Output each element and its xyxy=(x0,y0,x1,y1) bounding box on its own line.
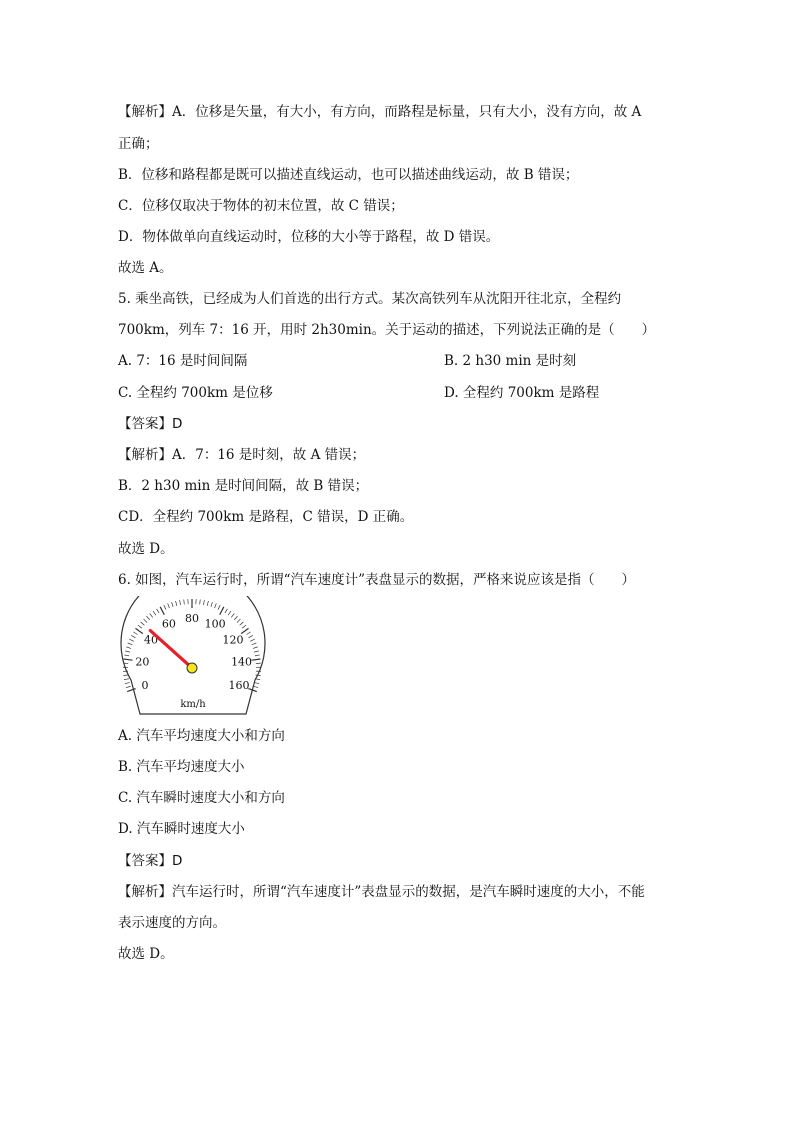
speedometer-tick-label: 0 xyxy=(141,679,149,693)
speedometer-needle xyxy=(150,631,192,668)
speedometer-minor-tick xyxy=(143,619,147,623)
speedometer-minor-tick xyxy=(256,675,261,676)
speedometer-minor-tick xyxy=(215,603,217,608)
speedometer-minor-tick xyxy=(231,613,234,617)
speedometer-figure xyxy=(118,596,268,720)
q5-solution-line-1: 【解析】A．7：16 是时刻，故 A 错误； xyxy=(118,447,366,463)
speedometer-tick-label: 140 xyxy=(231,655,253,669)
speedometer-tick-label: 160 xyxy=(228,679,250,693)
speedometer-minor-tick xyxy=(138,625,142,628)
speedometer-minor-tick xyxy=(254,683,259,684)
q5-solution-line-2: B．2 h30 min 是时间间隔，故 B 错误； xyxy=(118,478,369,494)
speedometer-tick-label: 20 xyxy=(135,655,150,669)
q4-solution-line-4: C．位移仅取决于物体的初末位置，故 C 错误； xyxy=(118,198,404,214)
speedometer-needle-hub xyxy=(187,663,197,673)
q5-option-d: D. 全程约 700km 是路程 xyxy=(444,385,600,401)
speedometer-tick-label: 100 xyxy=(204,617,226,631)
q6-option-a: A. 汽车平均速度大小和方向 xyxy=(118,728,285,744)
q5-stem-line-1: 5. 乘坐高铁，已经成为人们首选的出行方式。某次高铁列车从沈阳开往北京，全程约 xyxy=(118,291,622,307)
q6-option-c: C. 汽车瞬时速度大小和方向 xyxy=(118,790,285,806)
speedometer-minor-tick xyxy=(125,651,130,652)
speedometer-minor-tick xyxy=(252,643,257,645)
q6-solution-line-1: 【解析】汽车运行时，所谓“汽车速度计”表盘显示的数据，是汽车瞬时速度的大小，不能 xyxy=(118,884,645,900)
speedometer-minor-tick xyxy=(248,635,252,637)
speedometer-minor-tick xyxy=(242,625,246,628)
speedometer-minor-tick xyxy=(253,686,258,687)
q6-answer: 【答案】D xyxy=(118,853,183,869)
q4-solution-line-3: B．位移和路程都是既可以描述直线运动，也可以描述曲线运动，故 B 错误； xyxy=(118,167,579,183)
speedometer-minor-tick xyxy=(207,601,208,606)
speedometer-minor-tick xyxy=(240,622,244,625)
speedometer-minor-tick xyxy=(157,609,160,613)
speedometer-minor-tick xyxy=(180,600,181,605)
q5-solution-line-3: CD．全程约 700km 是路程，C 错误，D 正确。 xyxy=(118,509,414,525)
speedometer-minor-tick xyxy=(200,600,201,605)
speedometer-minor-tick xyxy=(254,651,259,652)
q6-conclusion: 故选 D。 xyxy=(118,946,174,962)
speedometer-minor-tick xyxy=(176,601,177,606)
q5-option-c: C. 全程约 700km 是位移 xyxy=(118,385,273,401)
speedometer-minor-tick xyxy=(247,632,251,635)
speedometer-minor-tick xyxy=(123,675,128,676)
speedometer-minor-tick xyxy=(131,635,135,637)
speedometer-minor-tick xyxy=(153,611,156,615)
speedometer-minor-tick xyxy=(253,647,258,649)
speedometer-major-tick xyxy=(251,659,260,660)
q5-option-b: B. 2 h30 min 是时刻 xyxy=(444,353,577,369)
q5-stem-line-2: 700km，列车 7：16 开，用时 2h30min。关于运动的描述，下列说法正确的是（ ） xyxy=(118,322,656,338)
speedometer-minor-tick xyxy=(124,679,129,680)
q4-solution-line-1: 【解析】A．位移是矢量，有大小，有方向，而路程是标量，只有大小，没有方向，故 A xyxy=(118,104,642,120)
speedometer-minor-tick xyxy=(150,613,153,617)
speedometer-minor-tick xyxy=(184,600,185,605)
speedometer-minor-tick xyxy=(147,616,150,620)
speedometer-minor-tick xyxy=(168,603,170,608)
speedometer-unit-label: km/h xyxy=(180,699,206,710)
speedometer-minor-tick xyxy=(125,683,130,684)
speedometer-minor-tick xyxy=(218,605,220,610)
q4-solution-line-5: D．物体做单向直线运动时，位移的大小等于路程，故 D 错误。 xyxy=(118,229,500,245)
speedometer-minor-tick xyxy=(172,602,173,607)
speedometer-minor-tick xyxy=(203,600,204,605)
speedometer-minor-tick xyxy=(133,632,137,635)
q5-conclusion: 故选 D。 xyxy=(118,541,174,557)
speedometer-major-tick xyxy=(160,607,164,615)
speedometer-minor-tick xyxy=(250,639,255,641)
speedometer-minor-tick xyxy=(211,602,212,607)
speedometer-major-tick xyxy=(135,628,142,633)
speedometer-minor-tick xyxy=(124,655,129,656)
q5-option-a: A. 7：16 是时间间隔 xyxy=(118,353,248,369)
q4-solution-line-2: 正确； xyxy=(118,136,159,152)
speedometer-tick-label: 80 xyxy=(185,612,199,625)
speedometer-minor-tick xyxy=(129,639,134,641)
speedometer-minor-tick xyxy=(237,619,241,623)
speedometer-minor-tick xyxy=(126,686,131,687)
speedometer-minor-tick xyxy=(141,622,145,625)
q6-option-d: D. 汽车瞬时速度大小 xyxy=(118,821,245,837)
speedometer-minor-tick xyxy=(128,643,133,645)
speedometer-minor-tick xyxy=(234,616,237,620)
q5-answer: 【答案】D xyxy=(118,416,183,432)
speedometer-major-tick xyxy=(220,607,224,615)
speedometer-minor-tick xyxy=(164,605,166,610)
speedometer-tick-label: 40 xyxy=(144,633,159,647)
speedometer-minor-tick xyxy=(225,609,228,613)
speedometer-tick-label: 60 xyxy=(161,617,176,631)
speedometer-minor-tick xyxy=(228,611,231,615)
q6-stem: 6. 如图，汽车运行时，所谓“汽车速度计”表盘显示的数据，严格来说应该是指（ ） xyxy=(118,572,635,588)
speedometer-minor-tick xyxy=(255,655,260,656)
q4-conclusion: 故选 A。 xyxy=(118,260,173,276)
speedometer-minor-tick xyxy=(126,647,131,649)
speedometer-tick-label: 120 xyxy=(222,633,244,647)
q6-solution-line-2: 表示速度的方向。 xyxy=(118,915,226,931)
speedometer-major-tick xyxy=(124,659,133,660)
q6-option-b: B. 汽车平均速度大小 xyxy=(118,759,245,775)
